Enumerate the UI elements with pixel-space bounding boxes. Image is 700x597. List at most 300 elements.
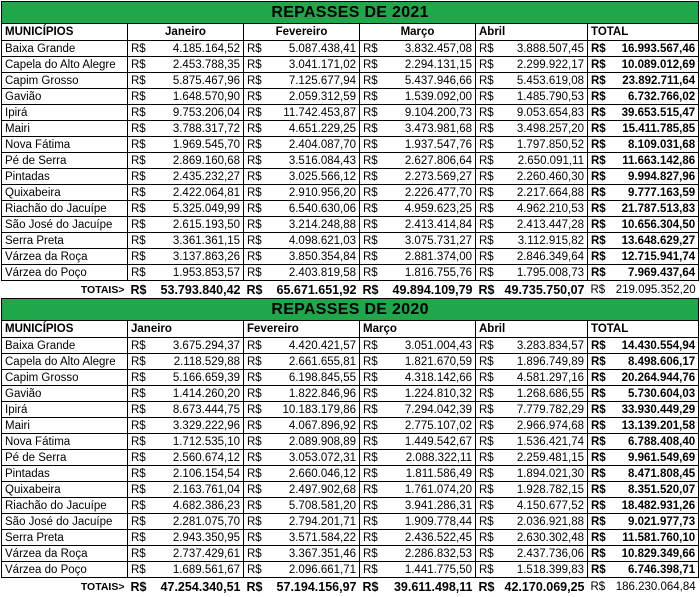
currency-symbol: R$ (588, 217, 607, 233)
table-row (2, 434, 699, 450)
month-value: 4.098.621,03 (263, 233, 360, 249)
currency-symbol: R$ (128, 530, 147, 546)
currency-symbol: R$ (476, 466, 495, 482)
municipio-name: Pintadas (2, 169, 128, 185)
currency-symbol: R$ (244, 265, 263, 281)
month-value: 3.850.354,84 (263, 249, 360, 265)
month-value: 2.453.788,35 (147, 57, 244, 73)
month-value: 1.953.853,57 (147, 265, 244, 281)
currency-symbol: R$ (362, 580, 379, 595)
month-value: 4.962.210,53 (495, 201, 588, 217)
municipio-name: Nova Fátima (2, 137, 128, 153)
municipio-name: Pintadas (2, 466, 128, 482)
table-row (2, 466, 699, 482)
month-value: 1.797.850,52 (495, 137, 588, 153)
currency-symbol: R$ (244, 121, 263, 137)
currency-symbol: R$ (128, 386, 147, 402)
month-total-value: 65.671.651,92 (276, 283, 357, 298)
row-total-value: 20.264.944,76 (607, 370, 699, 386)
month-value: 1.536.421,74 (495, 434, 588, 450)
currency-symbol: R$ (360, 201, 379, 217)
month-value: 7.294.042,39 (379, 402, 476, 418)
row-total-value: 12.715.941,74 (607, 249, 699, 265)
month-value: 2.436.522,45 (379, 530, 476, 546)
month-value: 3.053.072,31 (263, 450, 360, 466)
currency-symbol: R$ (588, 434, 607, 450)
row-total-value: 6.746.398,71 (607, 562, 699, 578)
month-value: 5.453.619,08 (495, 73, 588, 89)
currency-symbol: R$ (360, 482, 379, 498)
header-mar-o: Março (360, 24, 476, 41)
month-total-value: 53.793.840,42 (160, 283, 241, 298)
municipio-name: Capela do Alto Alegre (2, 57, 128, 73)
currency-symbol: R$ (360, 370, 379, 386)
month-value: 2.966.974,68 (495, 418, 588, 434)
header-municipios: MUNICÍPIOS (2, 24, 128, 41)
table-title-row (2, 2, 699, 24)
currency-symbol: R$ (360, 434, 379, 450)
month-value: 3.888.507,45 (495, 41, 588, 57)
row-total-value: 10.089.012,69 (607, 57, 699, 73)
currency-symbol: R$ (360, 249, 379, 265)
currency-symbol: R$ (360, 450, 379, 466)
currency-symbol: R$ (128, 169, 147, 185)
municipio-name: Riachão do Jacuípe (2, 201, 128, 217)
row-total-value: 6.788.408,40 (607, 434, 699, 450)
currency-symbol: R$ (476, 153, 495, 169)
month-total-value: 42.170.069,25 (504, 580, 585, 595)
month-value: 2.403.819,58 (263, 265, 360, 281)
table-row (2, 201, 699, 217)
currency-symbol: R$ (590, 581, 606, 594)
month-value: 3.329.222,96 (147, 418, 244, 434)
month-value: 2.650.091,11 (495, 153, 588, 169)
month-value: 2.118.529,88 (147, 354, 244, 370)
currency-symbol: R$ (360, 514, 379, 530)
header-fevereiro: Fevereiro (244, 321, 360, 338)
currency-symbol: R$ (360, 530, 379, 546)
currency-symbol: R$ (360, 233, 379, 249)
month-value: 2.260.460,30 (495, 169, 588, 185)
currency-symbol: R$ (588, 121, 607, 137)
month-total-value: 49.735.750,07 (504, 283, 585, 298)
currency-symbol: R$ (244, 137, 263, 153)
row-total-value: 10.656.304,50 (607, 217, 699, 233)
currency-symbol: R$ (244, 354, 263, 370)
table-row (2, 546, 699, 562)
currency-symbol: R$ (128, 450, 147, 466)
table-row (2, 498, 699, 514)
currency-symbol: R$ (588, 89, 607, 105)
month-value: 1.414.260,20 (147, 386, 244, 402)
currency-symbol: R$ (128, 482, 147, 498)
table-row (2, 482, 699, 498)
currency-symbol: R$ (360, 498, 379, 514)
currency-symbol: R$ (588, 466, 607, 482)
currency-symbol: R$ (244, 57, 263, 73)
month-value: 2.630.302,48 (495, 530, 588, 546)
row-total-value: 10.829.349,66 (607, 546, 699, 562)
month-value: 1.485.790,53 (495, 89, 588, 105)
currency-symbol: R$ (244, 185, 263, 201)
currency-symbol: R$ (476, 201, 495, 217)
header-fevereiro: Fevereiro (244, 24, 360, 41)
row-total-value: 21.787.513,83 (607, 201, 699, 217)
month-value: 3.367.351,46 (263, 546, 360, 562)
currency-symbol: R$ (246, 283, 263, 298)
table-row (2, 402, 699, 418)
month-value: 3.214.248,88 (263, 217, 360, 233)
currency-symbol: R$ (244, 386, 263, 402)
header-row (2, 321, 699, 338)
month-value: 3.516.084,43 (263, 153, 360, 169)
month-value: 3.788.317,72 (147, 121, 244, 137)
table-row (2, 121, 699, 137)
month-value: 3.941.286,31 (379, 498, 476, 514)
month-value: 2.846.349,64 (495, 249, 588, 265)
table-row (2, 57, 699, 73)
month-value: 4.150.677,52 (495, 498, 588, 514)
month-value: 2.615.193,50 (147, 217, 244, 233)
month-value: 2.560.674,12 (147, 450, 244, 466)
row-total-value: 13.648.629,27 (607, 233, 699, 249)
currency-symbol: R$ (244, 466, 263, 482)
currency-symbol: R$ (476, 233, 495, 249)
currency-symbol: R$ (588, 233, 607, 249)
currency-symbol: R$ (588, 370, 607, 386)
month-value: 2.660.046,12 (263, 466, 360, 482)
row-total-value: 8.109.031,68 (607, 137, 699, 153)
month-value: 2.059.312,59 (263, 89, 360, 105)
currency-symbol: R$ (360, 137, 379, 153)
table-row (2, 89, 699, 105)
header-abril: Abril (476, 321, 588, 338)
month-value: 8.673.444,75 (147, 402, 244, 418)
month-value: 1.441.775,50 (379, 562, 476, 578)
row-total-value: 14.430.554,94 (607, 338, 699, 354)
currency-symbol: R$ (128, 265, 147, 281)
municipio-name: Baixa Grande (2, 338, 128, 354)
month-value: 1.969.545,70 (147, 137, 244, 153)
table-row (2, 217, 699, 233)
currency-symbol: R$ (476, 546, 495, 562)
month-value: 3.137.863,26 (147, 249, 244, 265)
currency-symbol: R$ (588, 562, 607, 578)
month-value: 3.075.731,27 (379, 233, 476, 249)
table-row (2, 233, 699, 249)
municipio-name: Ipirá (2, 105, 128, 121)
month-value: 9.053.654,83 (495, 105, 588, 121)
header-janeiro: Janeiro (128, 321, 244, 338)
row-total-value: 15.411.785,85 (607, 121, 699, 137)
currency-symbol: R$ (360, 89, 379, 105)
currency-symbol: R$ (128, 201, 147, 217)
month-value: 2.881.374,00 (379, 249, 476, 265)
header-row (2, 24, 699, 41)
table-row (2, 105, 699, 121)
currency-symbol: R$ (590, 284, 606, 297)
table-row (2, 185, 699, 201)
month-total-value: 39.611.498,11 (393, 580, 473, 595)
month-value: 6.540.630,06 (263, 201, 360, 217)
currency-symbol: R$ (360, 386, 379, 402)
currency-symbol: R$ (360, 402, 379, 418)
row-total-value: 9.994.827,96 (607, 169, 699, 185)
month-value: 2.413.447,28 (495, 217, 588, 233)
month-value: 3.571.584,22 (263, 530, 360, 546)
currency-symbol: R$ (244, 41, 263, 57)
currency-symbol: R$ (244, 73, 263, 89)
table-row (2, 249, 699, 265)
currency-symbol: R$ (476, 562, 495, 578)
currency-symbol: R$ (478, 283, 495, 298)
municipio-name: São José do Jacuípe (2, 217, 128, 233)
month-value: 2.775.107,02 (379, 418, 476, 434)
currency-symbol: R$ (476, 434, 495, 450)
month-value: 3.041.171,02 (263, 57, 360, 73)
table-row (2, 562, 699, 578)
table-title-row (2, 299, 699, 321)
currency-symbol: R$ (588, 201, 607, 217)
table-row (2, 338, 699, 354)
currency-symbol: R$ (130, 283, 147, 298)
municipio-name: Baixa Grande (2, 41, 128, 57)
month-value: 5.437.946,66 (379, 73, 476, 89)
month-value: 2.036.921,88 (495, 514, 588, 530)
month-value: 9.753.206,04 (147, 105, 244, 121)
month-value: 2.943.350,95 (147, 530, 244, 546)
currency-symbol: R$ (476, 41, 495, 57)
month-value: 4.651.229,25 (263, 121, 360, 137)
row-total-value: 11.581.760,10 (607, 530, 699, 546)
currency-symbol: R$ (244, 370, 263, 386)
month-value: 2.737.429,61 (147, 546, 244, 562)
month-value: 7.125.677,94 (263, 73, 360, 89)
municipio-name: Serra Preta (2, 233, 128, 249)
month-value: 2.106.154,54 (147, 466, 244, 482)
currency-symbol: R$ (128, 434, 147, 450)
currency-symbol: R$ (244, 402, 263, 418)
currency-symbol: R$ (588, 482, 607, 498)
totals-row (2, 578, 699, 597)
currency-symbol: R$ (244, 418, 263, 434)
currency-symbol: R$ (476, 265, 495, 281)
currency-symbol: R$ (360, 169, 379, 185)
municipio-name: São José do Jacuípe (2, 514, 128, 530)
month-value: 3.112.915,82 (495, 233, 588, 249)
month-value: 1.449.542,67 (379, 434, 476, 450)
currency-symbol: R$ (244, 233, 263, 249)
month-value: 10.183.179,86 (263, 402, 360, 418)
row-total-value: 5.730.604,03 (607, 386, 699, 402)
table-body (2, 299, 699, 597)
row-total-value: 9.777.163,59 (607, 185, 699, 201)
table-row (2, 73, 699, 89)
month-value: 4.959.623,25 (379, 201, 476, 217)
table-body (2, 2, 699, 300)
repasses-2021-table (1, 1, 699, 300)
header-total: TOTAL (588, 24, 699, 41)
currency-symbol: R$ (244, 530, 263, 546)
month-value: 4.581.297,16 (495, 370, 588, 386)
grand-total-value: 219.095.352,20 (615, 284, 696, 297)
row-total-value: 8.351.520,07 (607, 482, 699, 498)
month-value: 5.087.438,41 (263, 41, 360, 57)
table-row (2, 137, 699, 153)
municipio-name: Capela do Alto Alegre (2, 354, 128, 370)
row-total-value: 23.892.711,64 (607, 73, 699, 89)
currency-symbol: R$ (244, 450, 263, 466)
month-value: 6.198.845,55 (263, 370, 360, 386)
currency-symbol: R$ (244, 105, 263, 121)
month-value: 2.435.232,27 (147, 169, 244, 185)
currency-symbol: R$ (360, 121, 379, 137)
municipio-name: Nova Fátima (2, 434, 128, 450)
month-value: 2.627.806,64 (379, 153, 476, 169)
municipio-name: Gavião (2, 89, 128, 105)
currency-symbol: R$ (128, 338, 147, 354)
municipio-name: Capim Grosso (2, 73, 128, 89)
currency-symbol: R$ (588, 153, 607, 169)
month-value: 2.422.064,81 (147, 185, 244, 201)
currency-symbol: R$ (244, 498, 263, 514)
municipio-name: Várzea do Poço (2, 265, 128, 281)
currency-symbol: R$ (244, 546, 263, 562)
municipio-name: Pé de Serra (2, 153, 128, 169)
row-total-value: 8.498.606,17 (607, 354, 699, 370)
month-value: 1.816.755,76 (379, 265, 476, 281)
row-total-value: 39.653.515,47 (607, 105, 699, 121)
month-value: 2.286.832,53 (379, 546, 476, 562)
row-total-value: 6.732.766,02 (607, 89, 699, 105)
currency-symbol: R$ (588, 354, 607, 370)
month-total-value: 49.894.109,79 (392, 283, 473, 298)
currency-symbol: R$ (588, 514, 607, 530)
month-value: 2.869.160,68 (147, 153, 244, 169)
month-value: 1.928.782,15 (495, 482, 588, 498)
totals-row (2, 281, 699, 300)
row-total-value: 18.482.931,26 (607, 498, 699, 514)
totals-label: TOTAIS> (80, 581, 125, 594)
currency-symbol: R$ (588, 530, 607, 546)
currency-symbol: R$ (588, 338, 607, 354)
municipio-name: Várzea da Roça (2, 249, 128, 265)
municipio-name: Riachão do Jacuípe (2, 498, 128, 514)
currency-symbol: R$ (128, 466, 147, 482)
month-value: 2.437.736,06 (495, 546, 588, 562)
currency-symbol: R$ (128, 498, 147, 514)
currency-symbol: R$ (128, 233, 147, 249)
currency-symbol: R$ (130, 580, 147, 595)
grand-total-value: 186.230.064,84 (615, 581, 696, 594)
row-total-value: 16.993.567,46 (607, 41, 699, 57)
month-value: 3.832.457,08 (379, 41, 476, 57)
currency-symbol: R$ (244, 153, 263, 169)
currency-symbol: R$ (588, 57, 607, 73)
month-value: 2.910.956,20 (263, 185, 360, 201)
month-value: 1.268.686,55 (495, 386, 588, 402)
month-value: 3.473.981,68 (379, 121, 476, 137)
month-value: 2.299.922,17 (495, 57, 588, 73)
month-value: 5.708.581,20 (263, 498, 360, 514)
month-value: 2.404.087,70 (263, 137, 360, 153)
currency-symbol: R$ (476, 57, 495, 73)
table-row (2, 386, 699, 402)
table-title: REPASSES DE 2021 (2, 2, 699, 24)
table-row (2, 530, 699, 546)
month-value: 1.518.399,83 (495, 562, 588, 578)
month-value: 3.051.004,43 (379, 338, 476, 354)
month-value: 5.875.467,96 (147, 73, 244, 89)
currency-symbol: R$ (244, 514, 263, 530)
currency-symbol: R$ (128, 217, 147, 233)
table-row (2, 354, 699, 370)
month-value: 2.096.661,71 (263, 562, 360, 578)
currency-symbol: R$ (476, 89, 495, 105)
currency-symbol: R$ (362, 283, 379, 298)
currency-symbol: R$ (360, 57, 379, 73)
month-value: 3.283.834,57 (495, 338, 588, 354)
currency-symbol: R$ (476, 73, 495, 89)
table-row (2, 514, 699, 530)
month-value: 1.761.074,20 (379, 482, 476, 498)
municipio-name: Mairi (2, 418, 128, 434)
row-total-value: 7.969.437,64 (607, 265, 699, 281)
currency-symbol: R$ (360, 546, 379, 562)
month-value: 1.896.749,89 (495, 354, 588, 370)
municipio-name: Ipirá (2, 402, 128, 418)
currency-symbol: R$ (476, 386, 495, 402)
currency-symbol: R$ (244, 249, 263, 265)
month-value: 3.675.294,37 (147, 338, 244, 354)
month-value: 4.420.421,57 (263, 338, 360, 354)
currency-symbol: R$ (128, 137, 147, 153)
row-total-value: 11.663.142,86 (607, 153, 699, 169)
currency-symbol: R$ (128, 562, 147, 578)
month-value: 2.163.761,04 (147, 482, 244, 498)
currency-symbol: R$ (476, 137, 495, 153)
currency-symbol: R$ (478, 580, 495, 595)
month-value: 4.318.142,66 (379, 370, 476, 386)
currency-symbol: R$ (360, 217, 379, 233)
month-value: 3.025.566,12 (263, 169, 360, 185)
totals-label: TOTAIS> (80, 284, 125, 297)
month-value: 1.811.586,49 (379, 466, 476, 482)
currency-symbol: R$ (476, 169, 495, 185)
currency-symbol: R$ (360, 562, 379, 578)
currency-symbol: R$ (588, 41, 607, 57)
month-value: 2.413.414,84 (379, 217, 476, 233)
month-value: 4.067.896,92 (263, 418, 360, 434)
currency-symbol: R$ (476, 450, 495, 466)
month-value: 3.498.257,20 (495, 121, 588, 137)
currency-symbol: R$ (128, 354, 147, 370)
municipio-name: Quixabeira (2, 185, 128, 201)
table-row (2, 41, 699, 57)
month-value: 1.689.561,67 (147, 562, 244, 578)
currency-symbol: R$ (128, 185, 147, 201)
currency-symbol: R$ (128, 41, 147, 57)
month-value: 2.088.322,11 (379, 450, 476, 466)
month-value: 2.497.902,68 (263, 482, 360, 498)
currency-symbol: R$ (244, 338, 263, 354)
month-value: 5.166.659,39 (147, 370, 244, 386)
month-value: 2.294.131,15 (379, 57, 476, 73)
row-total-value: 13.139.201,58 (607, 418, 699, 434)
currency-symbol: R$ (476, 338, 495, 354)
municipio-name: Serra Preta (2, 530, 128, 546)
currency-symbol: R$ (476, 418, 495, 434)
